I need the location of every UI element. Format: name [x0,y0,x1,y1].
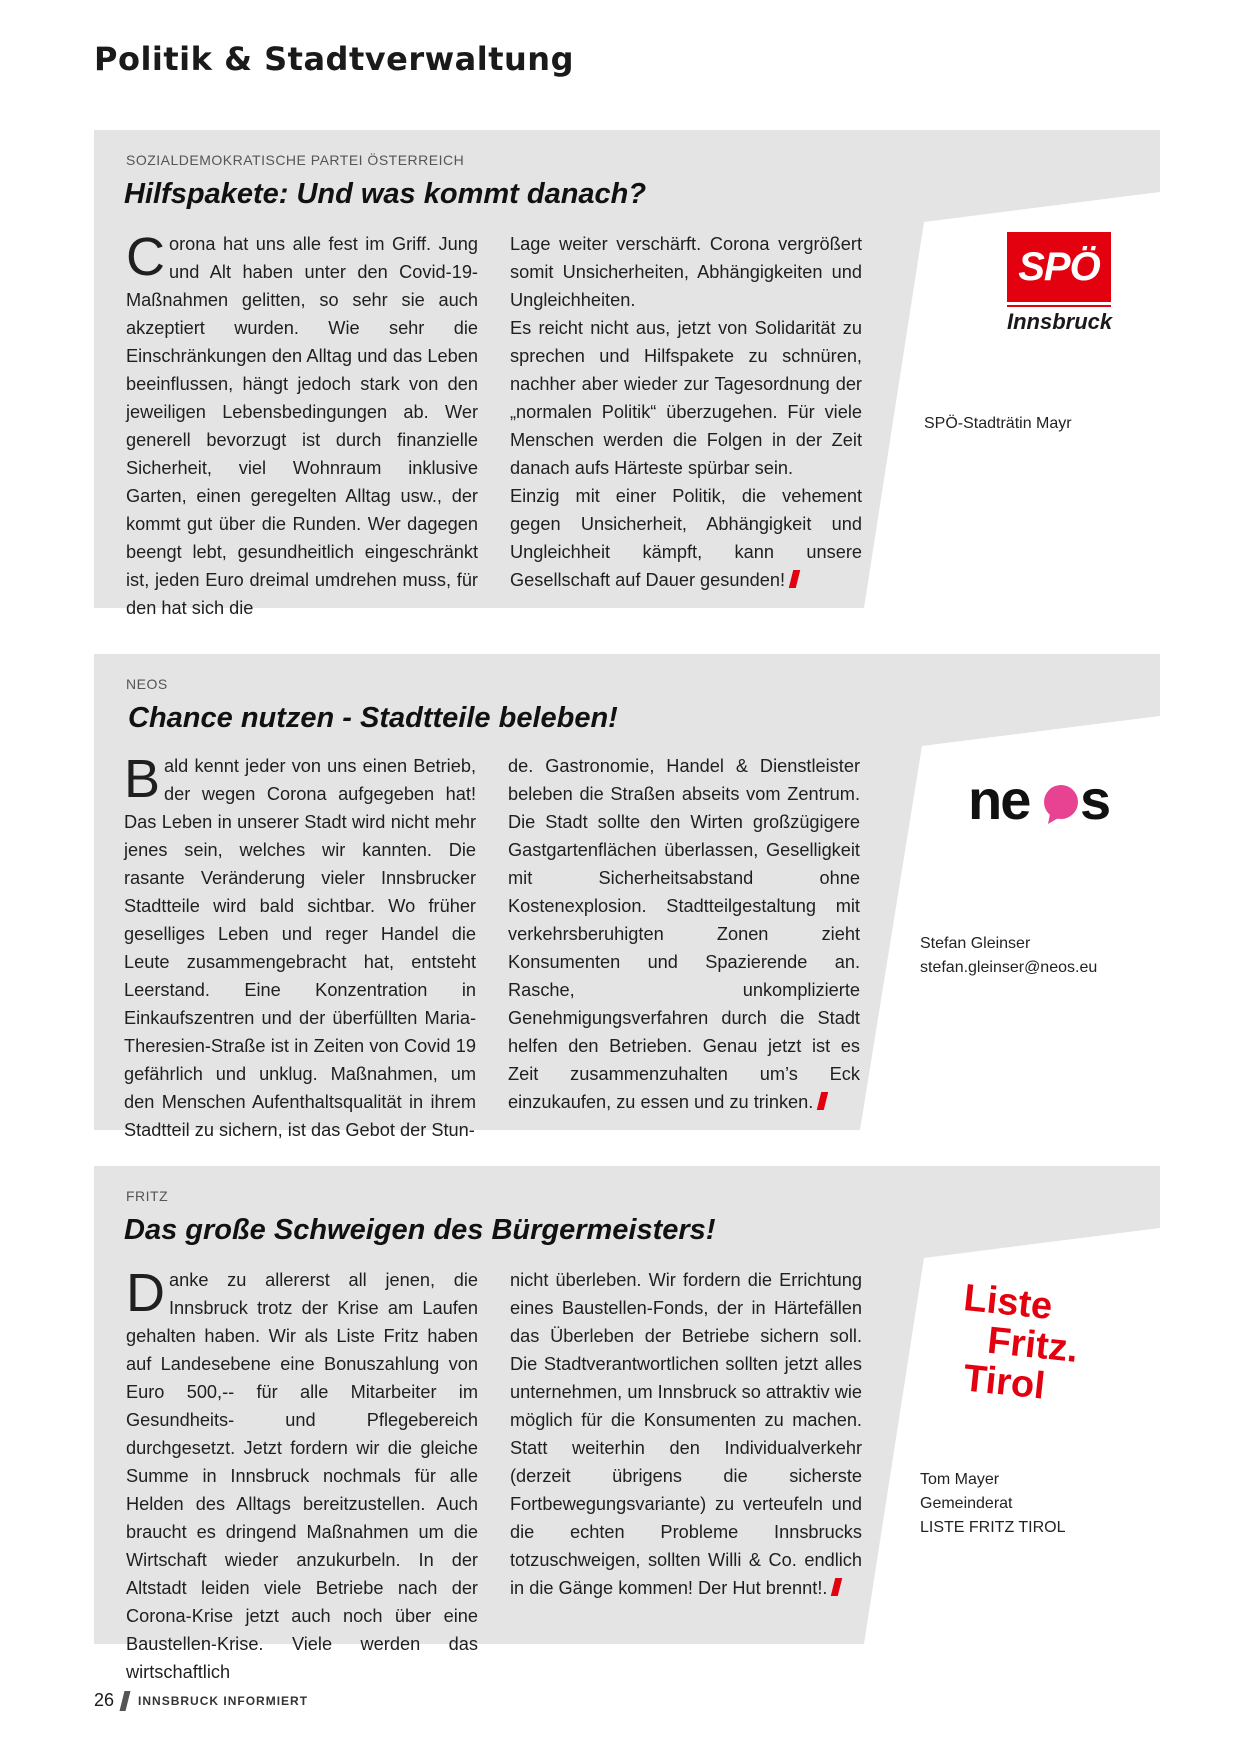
logo-text: SPÖ [1018,244,1100,289]
paragraph: de. Gastronomie, Handel & Dienstleister beleben die Straßen abseits vom Zentrum. Die Stadt sollte den Wirten großzügigere Gastgartenflächen überlassen, Geselligkeit mit Sicherheitsabstand ohne Kostenexplosion. Stadtteilgestaltung mit verkehrsberuhigten Zonen zieht Konsumenten und Spazierende an. Rasche, unkomplizierte Genehmigungsverfahren durch die Stadt helfen den Betrieben. Genau jetzt ist es Zeit zusammenzuhalten um’s Eck einzukaufen, zu essen und zu trinken. [508,756,860,1112]
article-headline: Chance nutzen - Stadtteile beleben! [128,702,618,734]
article-column-2 [508,752,860,1116]
contact-line: Gemeinderat [920,1495,1013,1512]
contact-info [920,932,1097,980]
page-number: 26 [94,1690,115,1710]
column-text: orona hat uns alle fest im Griff. Jung und Alt haben unter den Covid-19-Maßnahmen gelitten, so sehr sie auch akzeptiert wurden. Wie sehr die Einschränkungen den Alltag und das Leben beeinflussen, hängt jedoch stark von den jeweiligen Lebensbedingungen ab. Wer generell bevorzugt ist durch finanzielle Sicherheit, viel Wohnraum inklusive Garten, einen geregelten Alltag usw., der kommt gut über die Runden. Wer dagegen beengt lebt, gesundheitlich eingeschränkt ist, jeden Euro dreimal umdrehen muss, für den hat sich die [126,234,478,618]
paragraph: Lage weiter verschärft. Corona vergrößert somit Unsicherheiten, Abhängigkeiten und Ungleichheiten. [510,234,862,310]
end-mark-icon [789,570,800,588]
logo-subtext: Innsbruck [1007,309,1113,334]
logo-line: Fritz. [985,1319,1081,1371]
contact-line: Tom Mayer [920,1471,1000,1488]
liste-fritz-logo-icon [953,1278,1125,1414]
party-label: FRITZ [126,1188,169,1204]
contact-email: stefan.gleinser@neos.eu [920,959,1098,976]
article-column-2 [510,1266,862,1602]
logo-line: Tirol [961,1357,1047,1408]
contact-line: LISTE FRITZ TIROL [920,1519,1066,1536]
drop-cap: D [126,1263,165,1323]
neos-logo-icon [968,768,1118,832]
end-mark-icon [831,1578,842,1596]
spoe-logo-icon [1007,232,1111,335]
svg-text:ne: ne [968,768,1030,831]
end-mark-icon [817,1092,828,1110]
article-panel-spoe [94,130,1160,618]
article-panel-neos [94,654,1160,1140]
drop-cap: B [124,749,161,809]
publication-name: INNSBRUCK INFORMIERT [138,1693,309,1708]
article-headline: Hilfspakete: Und was kommt danach? [124,178,647,210]
article-column-1 [126,227,478,622]
contact-line: SPÖ-Stadträtin Mayr [924,415,1072,432]
contact-line: Stefan Gleinser [920,935,1031,952]
article-column-1 [124,749,476,1144]
svg-text:s: s [1080,768,1112,831]
paragraph: nicht überleben. Wir fordern die Errichtung eines Baustellen-Fonds, der in Härtefällen das Überleben der Betriebe sichern soll. Die Stadtverantwortlichen sollten jetzt alles unternehmen, um Innsbruck so attraktiv wie möglich für die Konsumenten zu machen. Statt weiterhin den Individualverkehr (derzeit übrigens die sicherste Fortbewegungsvariante) zu verteufeln und die echten Probleme Innsbrucks totzuschweigen, sollten Willi & Co. endlich in die Gänge kommen! Der Hut brennt!. [510,1270,862,1598]
contact-info [924,412,1072,436]
paragraph: Einzig mit einer Politik, die vehement gegen Unsicherheit, Abhängigkeit und Ungleichheit kämpft, kann unsere Gesellschaft auf Dauer gesunden! [510,486,862,590]
column-text: ald kennt jeder von uns einen Betrieb, der wegen Corona aufgegeben hat! Das Leben in unserer Stadt wird nicht mehr jenes sein, welches wir kannten. Die rasante Veränderung vieler Innsbrucker Stadtteile wird bald sichtbar. Wo früher geselliges Leben und reger Handel die Leute zusammengebracht hat, entsteht Leerstand. Eine Konzentration in Einkaufszentren und der überfüllten Maria-Theresien-Straße ist in Zeiten von Covid 19 gefährlich und unklug. Maßnahmen, um den Menschen Aufenthaltsqualität in ihrem Stadtteil zu sichern, ist das Gebot der Stun- [124,756,476,1140]
column-text: anke zu allererst all jenen, die Innsbruck trotz der Krise am Laufen gehalten haben. Wir als Liste Fritz haben auf Landesebene eine Bonuszahlung von Euro 500,-- für alle Mitarbeiter im Gesundheits- und Pflegebereich durchgesetzt. Jetzt fordern wir die gleiche Summe in Innsbruck nochmals für alle Helden des Alltags bereitzustellen. Auch braucht es dringend Maßnahmen um die Wirtschaft wieder anzukurbeln. In der Altstadt leiden viele Betriebe nach der Corona-Krise jetzt auch noch über eine Baustellen-Krise. Viele werden das wirtschaftlich [126,1270,478,1682]
party-label: NEOS [126,676,168,692]
contact-info [920,1468,1066,1540]
article-headline: Das große Schweigen des Bürgermeisters! [124,1214,716,1246]
page-title: Politik & Stadtverwaltung [94,40,574,78]
paragraph: Es reicht nicht aus, jetzt von Solidarität zu sprechen und Hilfspakete zu schnüren, nachher aber wieder zur Tagesordnung der „normalen Politik“ überzugehen. Für viele Menschen werden die Folgen in der Zeit danach aufs Härteste spürbar sein. [510,318,862,478]
article-column-2 [510,230,862,594]
article-column-1 [126,1263,478,1686]
logo-line: Liste [961,1277,1055,1329]
article-panel-fritz [94,1166,1160,1682]
drop-cap: C [126,227,165,287]
page-footer [94,1690,308,1711]
party-label: SOZIALDEMOKRATISCHE PARTEI ÖSTERREICH [126,152,465,168]
footer-divider-icon [120,1691,131,1711]
